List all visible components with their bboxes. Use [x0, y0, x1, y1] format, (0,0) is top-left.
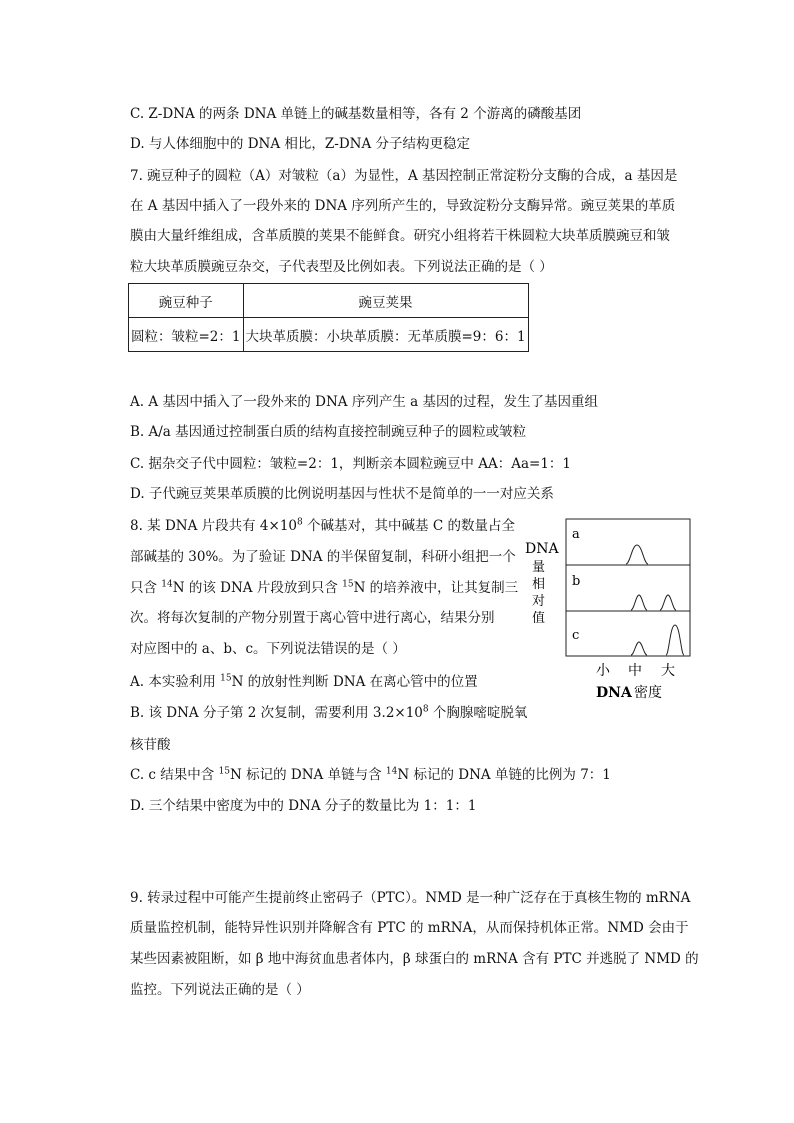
q7-table — [128, 283, 529, 352]
diagram-ylabel-char: 相 — [532, 577, 546, 592]
peak-b-heavy — [660, 595, 676, 610]
table-cell-seed-ratio: 圆粒：皱粒=2：1 — [129, 318, 244, 352]
panel-label-c: c — [572, 628, 580, 643]
q8-stem-line-1: 8. 某 DNA 片段共有 $4\times 10^8$ 个碱基对，其中碱基 C 的数量占全 — [130, 517, 515, 534]
q8-stem-line-4: 次。将每次复制的产物分别置于离心管中进行离心，结果分别 — [130, 610, 495, 626]
q8-option-d: D. 三个结果中密度为中的 DNA 分子的数量比为 1：1：1 — [130, 798, 477, 814]
x-tick-large: 大 — [661, 663, 675, 679]
diagram-ylabel-char: 量 — [532, 560, 546, 575]
q9-stem-line-3: 某些因素被阻断，如 β 地中海贫血患者体内，β 球蛋白的 mRNA 含有 PTC 并逃脱了 NMD 的 — [130, 951, 699, 967]
diagram-ylabel-char: 对 — [532, 594, 546, 609]
peak-a-middle — [626, 545, 648, 564]
q7-stem-line-4: 粒大块革质膜豌豆杂交，子代表型及比例如表。下列说法正确的是（ ） — [130, 259, 553, 275]
panel-label-b: b — [572, 574, 581, 589]
peak-c-heavy — [666, 625, 684, 655]
table-cell-pod-ratio: 大块革质膜：小块革质膜：无革质膜=9：6：1 — [243, 318, 528, 352]
diagram-ylabel-dna: DNA — [525, 541, 559, 557]
q8-option-c: C. c 结果中含 $^{15}$N 标记的 DNA 单链与含 $^{14}$N 标记的 DNA 单链的比例为 7：1 — [130, 766, 611, 783]
panel-label-a: a — [572, 527, 580, 542]
x-tick-medium: 中 — [628, 663, 642, 679]
x-label-density: 密度 — [634, 685, 662, 701]
q7-option-b: B. A/a 基因通过控制蛋白质的结构直接控制豌豆种子的圆粒或皱粒 — [130, 424, 527, 440]
q7-stem-line-3: 膜由大量纤维组成，含革质膜的荚果不能鲜食。研究小组将若干株圆粒大块革质膜豌豆和皱 — [130, 228, 670, 244]
diagram-frame — [566, 519, 690, 656]
q7-stem-line-1: 7. 豌豆种子的圆粒（A）对皱粒（a）为显性，A 基因控制正常淀粉分支酶的合成，a 基因是 — [130, 168, 678, 184]
centrifuge-diagram — [518, 518, 698, 708]
x-label-dna: DNA — [596, 685, 632, 701]
q7-option-d: D. 子代豌豆荚果革质膜的比例说明基因与性状不是简单的一一对应关系 — [130, 486, 554, 502]
q8-stem-line-3: 只含 $^{14}$N 的该 DNA 片段放到只含 $^{15}$N 的培养液中，让其复制三 — [130, 579, 519, 596]
q8-option-a: A. 本实验利用 $^{15}$N 的放射性判断 DNA 在离心管中的位置 — [130, 673, 478, 690]
peak-b-middle — [631, 595, 647, 610]
q6-option-c: C. Z-DNA 的两条 DNA 单链上的碱基数量相等，各有 2 个游离的磷酸基团 — [130, 106, 582, 122]
x-tick-small: 小 — [596, 663, 610, 679]
q8-option-b: B. 该 DNA 分子第 2 次复制，需要利用 $3.2\times 10^8$ 个胸腺嘧啶脱氧 — [130, 704, 528, 721]
diagram-ylabel-char: 值 — [532, 611, 546, 626]
q9-stem-line-2: 质量监控机制，能特异性识别并降解含有 PTC 的 mRNA，从而保持机体正常。NMD 会由于 — [130, 920, 689, 936]
peak-c-middle — [631, 642, 647, 655]
table-header-pod: 豌豆荚果 — [243, 284, 528, 318]
table-header-seed: 豌豆种子 — [129, 284, 244, 318]
q7-option-c: C. 据杂交子代中圆粒：皱粒=2：1，判断亲本圆粒豌豆中 AA：Aa=1：1 — [130, 456, 571, 472]
q9-stem-line-1: 9. 转录过程中可能产生提前终止密码子（PTC）。NMD 是一种广泛存在于真核生物的 mRNA — [130, 890, 691, 906]
q8-option-b-cont: 核苷酸 — [130, 737, 171, 753]
q6-option-d: D. 与人体细胞中的 DNA 相比，Z-DNA 分子结构更稳定 — [130, 136, 471, 152]
q7-option-a: A. A 基因中插入了一段外来的 DNA 序列产生 a 基因的过程，发生了基因重组 — [130, 394, 598, 410]
q8-stem-line-2: 部碱基的 30%。为了验证 DNA 的半保留复制，科研小组把一个 — [130, 549, 516, 565]
q7-stem-line-2: 在 A 基因中插入了一段外来的 DNA 序列所产生的，导致淀粉分支酶异常。豌豆荚果的革质 — [130, 198, 676, 214]
q9-stem-line-4: 监控。下列说法正确的是（ ） — [130, 982, 310, 998]
q8-stem-line-5: 对应图中的 a、b、c。下列说法错误的是（ ） — [130, 641, 406, 657]
